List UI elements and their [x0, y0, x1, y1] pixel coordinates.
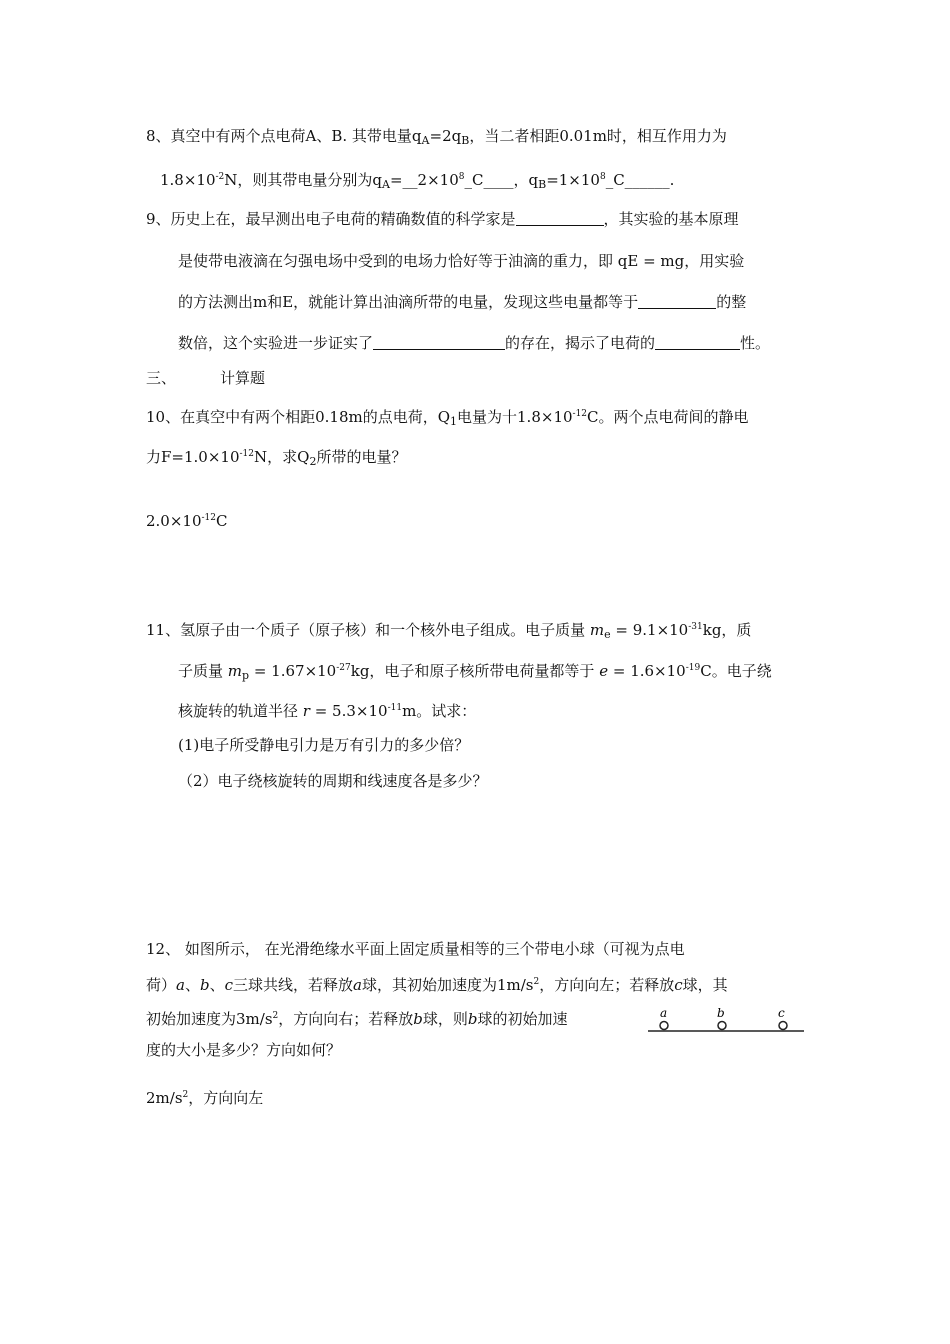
section-heading: 三、 计算题 — [146, 369, 266, 387]
q11-part1: (1)电子所受静电引力是万有引力的多少倍？ — [178, 736, 470, 754]
q12-line2: 荷）a、b、c三球共线，若释放a球，其初始加速度为$1m/s^2$，方向向左；若释放c球，其 — [146, 976, 728, 994]
ball-a-label: a — [660, 1006, 668, 1020]
ball-c — [779, 1022, 787, 1030]
q9-line3: 的方法测出m和E，就能计算出油滴所带的电量，发现这些电量都等于 的整 — [178, 293, 747, 311]
q12-line3: 初始加速度为$3m/s^2$，方向向右；若释放b球，则b球的初始加速 — [146, 1010, 568, 1028]
q9-line4: 数倍，这个实验进一步证实了 的存在，揭示了电荷的 性。 — [178, 334, 771, 352]
q8-line2: $1.8\times 10^{-2}N$，则其带电量分别为$q_A=\_\_2\times 10^8\_C\_\_\_\_$，$q_B=1\times 10^8\_C\_\_\_\_\_\_$. — [160, 171, 675, 191]
answer-blank[interactable] — [516, 209, 604, 226]
ball-b-label: b — [717, 1006, 725, 1020]
ball-c-label: c — [778, 1006, 785, 1020]
q10-line2: 力$F=1.0\times 10^{-12}N$，求$Q_2$所带的电量？ — [146, 448, 407, 468]
answer-blank[interactable] — [638, 292, 716, 309]
q10-line1: 10、在真空中有两个相距0.18m的点电荷，$Q_1$电量为十$1.8\times 10^{-12}C$。两个点电荷间的静电 — [146, 408, 749, 428]
q12-line1: 12、 如图所示， 在光滑绝缘水平面上固定质量相等的三个带电小球（可视为点电 — [146, 940, 685, 958]
q11-line2: 子质量 $m_p = 1.67\times 10^{-27}kg$，电子和原子核所带电荷量都等于 $e = 1.6\times 10^{-19}C$。电子绕 — [178, 662, 772, 682]
ball-a — [660, 1022, 668, 1030]
q11-line1: 11、氢原子由一个质子（原子核）和一个核外电子组成。电子质量 $m_e = 9.1\times 10^{-31}kg$，质 — [146, 621, 752, 641]
q11-line3: 核旋转的轨道半径 $r = 5.3\times 10^{-11}m$。试求： — [178, 702, 477, 720]
ball-b — [718, 1022, 726, 1030]
answer-blank[interactable] — [655, 333, 740, 350]
three-balls-figure — [646, 1006, 808, 1040]
q12-answer: $2m/s^2$，方向向左 — [146, 1089, 264, 1107]
q11-part2: （2）电子绕核旋转的周期和线速度各是多少？ — [178, 772, 488, 790]
answer-blank[interactable] — [373, 333, 505, 350]
q8-line1: 8、真空中有两个点电荷A、B. 其带电量$q_A=2q_B$，当二者相距0.01m时，相互作用力为 — [146, 127, 727, 147]
q12-line4: 度的大小是多少？方向如何？ — [146, 1041, 342, 1059]
q10-answer: $2.0\times 10^{-12}C$ — [146, 512, 228, 530]
q9-line1: 9、历史上在，最早测出电子电荷的精确数值的科学家是 ，其实验的基本原理 — [146, 210, 739, 228]
q9-line2: 是使带电液滴在匀强电场中受到的电场力恰好等于油滴的重力，即 qE = mg，用实验 — [178, 252, 745, 270]
